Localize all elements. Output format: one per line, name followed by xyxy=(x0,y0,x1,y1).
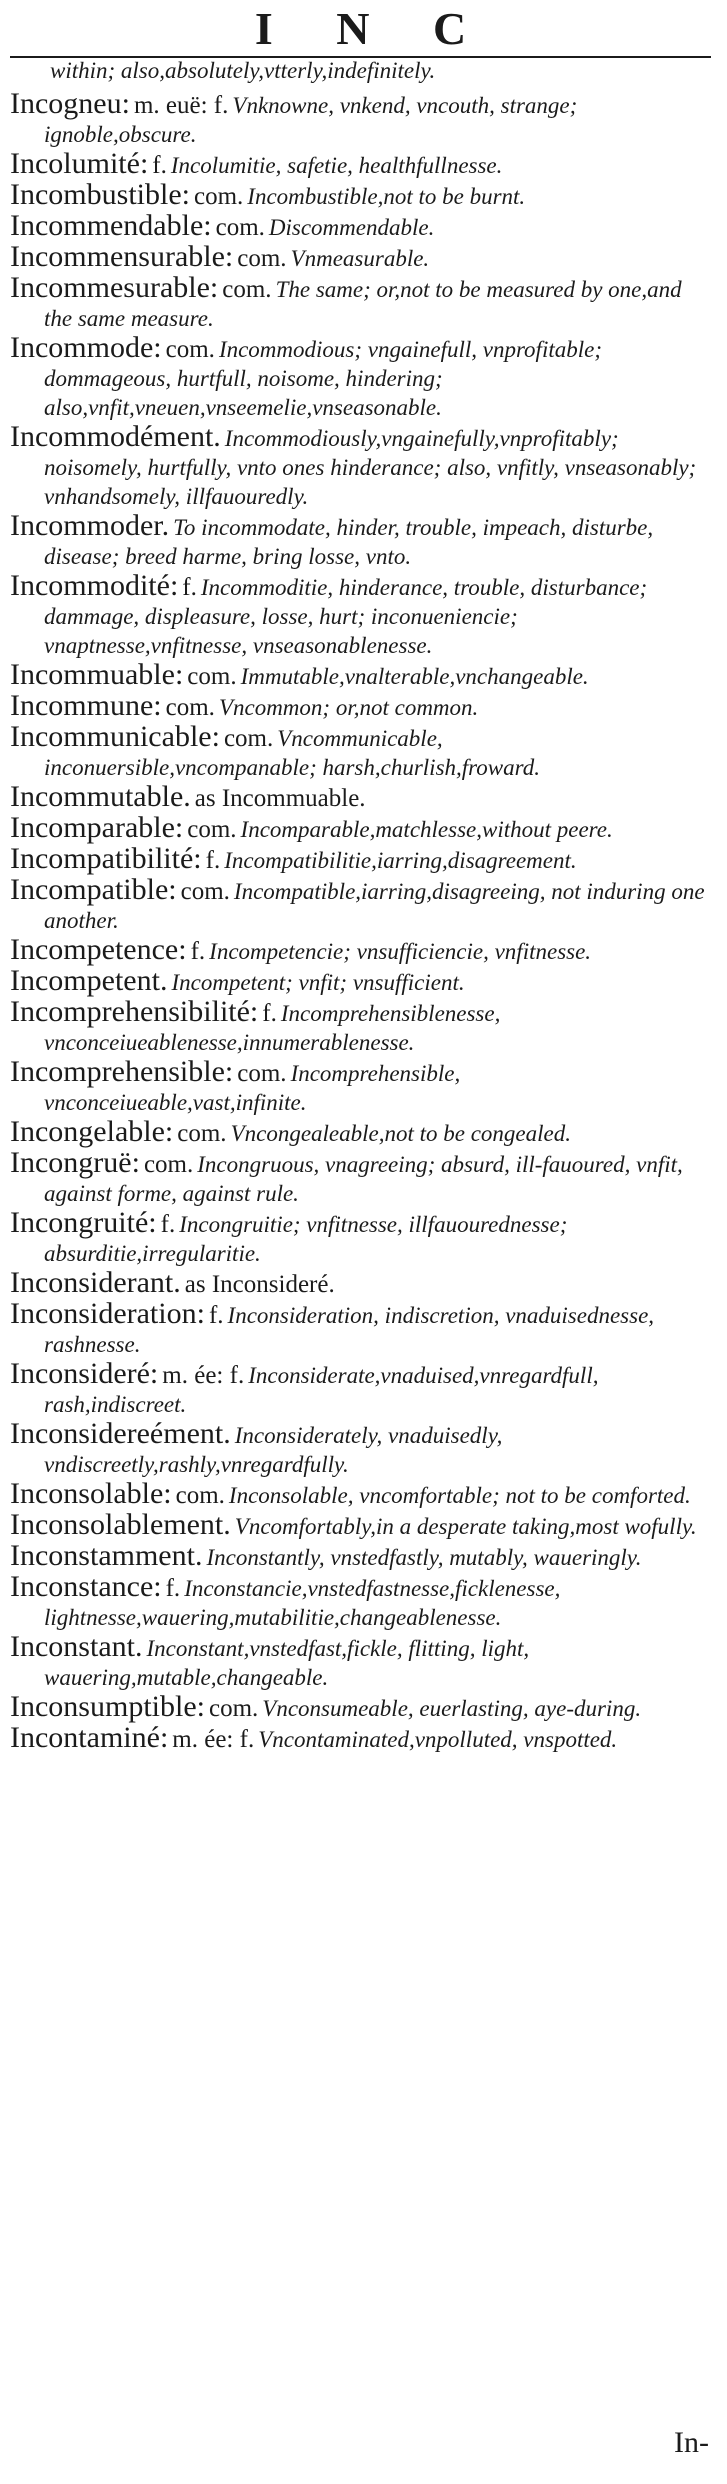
definition: Vnmeasurable. xyxy=(290,246,430,271)
definition: Incommodiously,vngainefully,vnprofitably; noisomely, hurtfully, vnto ones hinderance; also, vnfitly, vnseasonably; vnhandsomely, illfauouredly. xyxy=(44,426,697,509)
grammar-note: com. xyxy=(237,1060,287,1087)
grammar-note: com. xyxy=(208,1695,259,1722)
dictionary-entry xyxy=(10,1206,711,1270)
grammar-note: f. xyxy=(205,847,221,874)
definition: Incomprehensible, vnconceiueable,vast,infinite. xyxy=(44,1061,461,1115)
dictionary-entry xyxy=(10,87,711,151)
definition: Inconsiderately, vnaduisedly, vndiscreetly,rashly,vnregardfully. xyxy=(44,1423,503,1477)
grammar-note: com. xyxy=(223,725,274,752)
definition: To incommodate, hinder, trouble, impeach, disturbe, disease; breed harme, bring losse, vnto. xyxy=(44,515,654,569)
definition: Incomparable,matchlesse,without peere. xyxy=(240,817,613,842)
grammar-note: com. xyxy=(237,245,287,272)
grammar-note: as Inconsideré. xyxy=(184,1271,335,1298)
grammar-note: com. xyxy=(165,336,215,363)
entry-list xyxy=(10,87,711,1756)
grammar-note: f. xyxy=(208,1302,224,1329)
definition: Vnconsumeable, euerlasting, aye-during. xyxy=(262,1696,642,1721)
definition: Incommodious; vngainefull, vnprofitable; dommageous, hurtfull, noisome, hindering; also,vnfit,vneuen,vnseemelie,vnseasonable. xyxy=(44,337,602,420)
headword: Incomprehensibilité: xyxy=(10,995,259,1028)
headword: Incogneu: xyxy=(10,87,130,120)
dictionary-entry xyxy=(10,331,711,424)
definition: Incommoditie, hinderance, trouble, disturbance; dammage, displeasure, losse, hurt; inconueniencie; vnaptnesse,vnfitnesse, vnseasonablenesse. xyxy=(44,575,648,658)
grammar-note: com. xyxy=(187,663,237,690)
dictionary-entry xyxy=(10,271,711,335)
grammar-note: com. xyxy=(187,816,237,843)
headword: Inconstamment. xyxy=(10,1539,203,1572)
definition: Inconstantly, vnstedfastly, mutably, waueringly. xyxy=(206,1545,642,1570)
dictionary-entry xyxy=(10,720,711,784)
headword: Inconstant. xyxy=(10,1630,143,1663)
headword: Incommunicable: xyxy=(10,720,220,753)
definition: The same; or,not to be measured by one,and the same measure. xyxy=(44,277,682,331)
headword: Inconsideré: xyxy=(10,1357,159,1390)
dictionary-entry xyxy=(10,1146,711,1210)
running-head xyxy=(10,0,711,58)
definition: Incompatible,iarring,disagreeing, not induring one another. xyxy=(44,879,705,933)
headword: Incompetent. xyxy=(10,964,168,997)
definition: Vncommon; or,not common. xyxy=(218,695,479,720)
dictionary-entry xyxy=(10,1297,711,1361)
headword: Inconsolable: xyxy=(10,1477,172,1510)
definition: Discommendable. xyxy=(268,215,435,240)
definition: Vncongealeable,not to be congealed. xyxy=(230,1121,571,1146)
continuation-line xyxy=(10,58,711,87)
headword: Incommuable: xyxy=(10,658,184,691)
headword: Incongruë: xyxy=(10,1146,140,1179)
headword: Incombustible: xyxy=(10,178,190,211)
headword: Incommutable. xyxy=(10,780,191,813)
headword: Incompetence: xyxy=(10,933,187,966)
definition: Immutable,vnalterable,vnchangeable. xyxy=(240,664,589,689)
dictionary-entry xyxy=(10,1721,711,1756)
definition: Inconstant,vnstedfast,fickle, flitting, light, wauering,mutable,changeable. xyxy=(44,1636,530,1690)
headword: Incommodément. xyxy=(10,420,221,453)
dictionary-entry xyxy=(10,1570,711,1634)
dictionary-entry xyxy=(10,1630,711,1694)
definition: Vncontaminated,vnpolluted, vnspotted. xyxy=(258,1727,618,1752)
headword: Incommodité: xyxy=(10,569,179,602)
definition: Inconsolable, vncomfortable; not to be comforted. xyxy=(228,1483,691,1508)
definition: Incomprehensiblenesse, vnconceiueablenesse,innumerablenesse. xyxy=(44,1001,501,1055)
grammar-note: f. xyxy=(182,574,197,601)
dictionary-entry xyxy=(10,569,711,662)
grammar-note: com. xyxy=(177,1120,227,1147)
headword: Incolumité: xyxy=(10,147,149,180)
headword: Inconsidereément. xyxy=(10,1417,231,1450)
definition: Incompetent; vnfit; vnsufficient. xyxy=(171,970,465,995)
grammar-note: com. xyxy=(193,183,244,210)
grammar-note: com. xyxy=(175,1482,225,1509)
headword: Inconsideration: xyxy=(10,1297,205,1330)
definition: Incombustible,not to be burnt. xyxy=(247,184,526,209)
headword: Incommoder. xyxy=(10,509,170,542)
grammar-note: f. xyxy=(152,152,167,179)
running-head-title: I N C xyxy=(254,3,493,54)
headword: Incommode: xyxy=(10,331,162,364)
headword: Incommune: xyxy=(10,689,162,722)
definition: Vncomfortably,in a desperate taking,most wofully. xyxy=(234,1514,697,1539)
headword: Inconstance: xyxy=(10,1570,162,1603)
dictionary-entry xyxy=(10,873,711,937)
definition: Inconstancie,vnstedfastnesse,ficklenesse, lightnesse,wauering,mutabilitie,changeablenesse. xyxy=(44,1576,561,1630)
dictionary-entry xyxy=(10,1357,711,1421)
dictionary-entry xyxy=(10,1055,711,1119)
definition: Incompetencie; vnsufficiencie, vnfitnesse. xyxy=(209,939,592,964)
headword: Incomprehensible: xyxy=(10,1055,234,1088)
definition: Incompatibilitie,iarring,disagreement. xyxy=(224,848,577,873)
headword: Incongelable: xyxy=(10,1115,174,1148)
grammar-note: com. xyxy=(165,694,215,721)
dictionary-entry xyxy=(10,1417,711,1481)
headword: Incommesurable: xyxy=(10,271,219,304)
headword: Incommendable: xyxy=(10,209,212,242)
grammar-note: com. xyxy=(215,214,265,241)
definition: Incolumitie, safetie, healthfullnesse. xyxy=(170,153,503,178)
grammar-note: m. ée: f. xyxy=(172,1726,255,1753)
grammar-note: f. xyxy=(165,1575,181,1602)
definition: Vnknowne, vnkend, vncouth, strange; ignoble,obscure. xyxy=(44,93,578,147)
headword: Incongruité: xyxy=(10,1206,157,1239)
grammar-note: as Incommuable. xyxy=(194,785,366,812)
definition: Incongruous, vnagreeing; absurd, ill-fauoured, vnfit, against forme, against rule. xyxy=(44,1152,683,1206)
headword: Inconsiderant. xyxy=(10,1266,181,1299)
definition: Inconsideration, indiscretion, vnaduisednesse, rashnesse. xyxy=(44,1303,655,1357)
definition: Inconsiderate,vnaduised,vnregardfull, rash,indiscreet. xyxy=(44,1363,599,1417)
definition: within; also,absolutely,vtterly,indefinitely. xyxy=(50,58,436,83)
dictionary-entry xyxy=(10,420,711,513)
headword: Inconsumptible: xyxy=(10,1690,205,1723)
grammar-note: com. xyxy=(180,878,230,905)
headword: Inconsolablement. xyxy=(10,1508,231,1541)
grammar-note: m. euë: f. xyxy=(133,92,229,119)
grammar-note: f. xyxy=(160,1211,176,1238)
grammar-note: m. ée: f. xyxy=(162,1362,245,1389)
grammar-note: com. xyxy=(222,276,272,303)
headword: Incontaminé: xyxy=(10,1721,169,1754)
headword: Incomparable: xyxy=(10,811,184,844)
definition: Vncommunicable, inconuersible,vncompanable; harsh,churlish,froward. xyxy=(44,726,540,780)
dictionary-entry xyxy=(10,509,711,573)
headword: Incompatible: xyxy=(10,873,177,906)
definition: Incongruitie; vnfitnesse, illfauourednesse; absurditie,irregularitie. xyxy=(44,1212,568,1266)
headword: Incompatibilité: xyxy=(10,842,202,875)
headword: Incommensurable: xyxy=(10,240,234,273)
grammar-note: com. xyxy=(143,1151,194,1178)
catchword: In- xyxy=(674,2426,709,2459)
grammar-note: f. xyxy=(262,1000,277,1027)
grammar-note: f. xyxy=(190,938,206,965)
dictionary-entry xyxy=(10,995,711,1059)
